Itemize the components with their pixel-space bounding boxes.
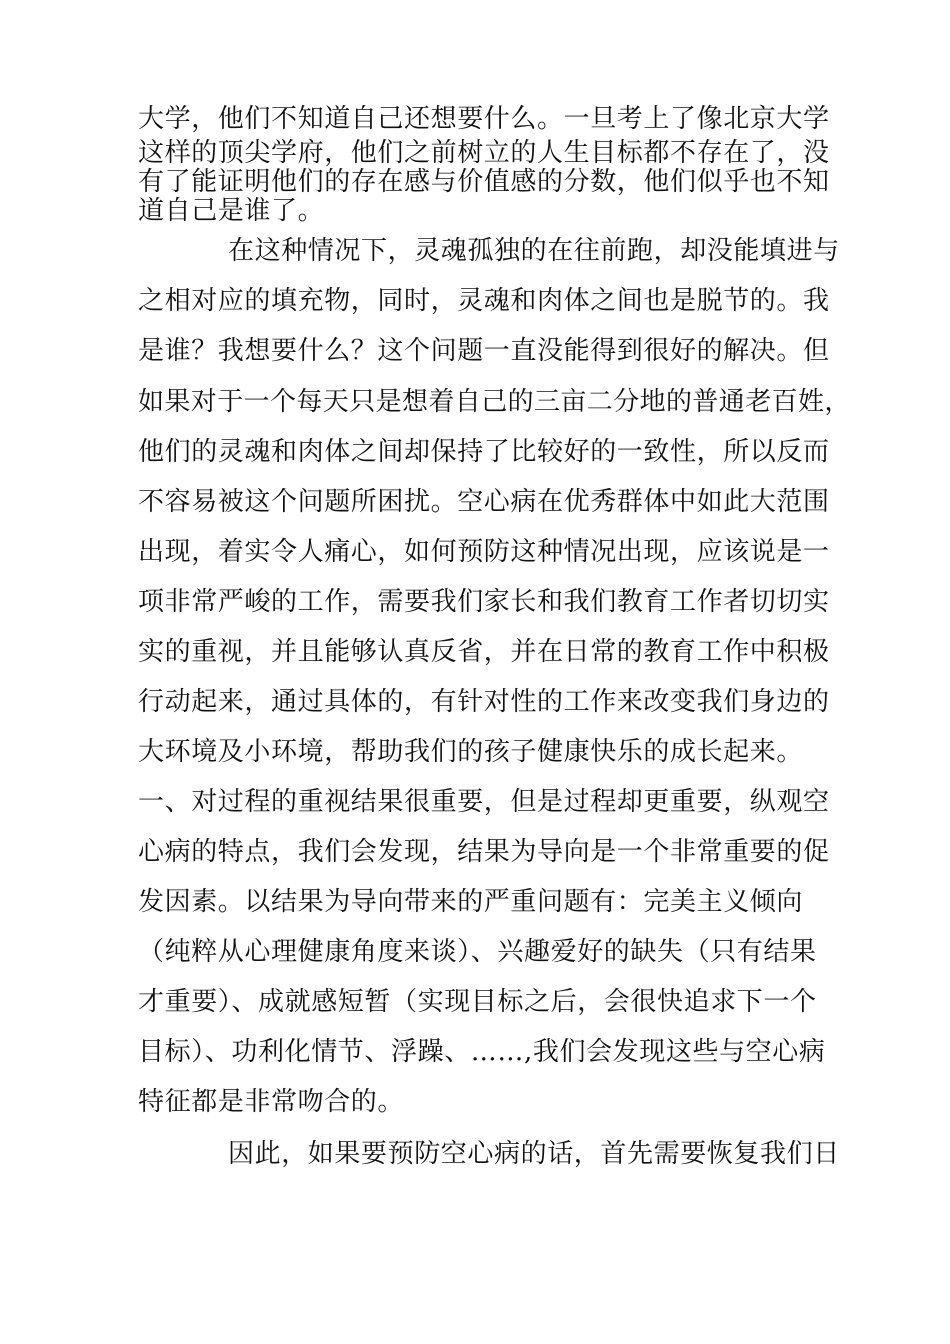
- text-line: 行动起来，通过具体的，有针对性的工作来改变我们身边的: [138, 687, 830, 717]
- text-line: 发因素。以结果为导向带来的严重问题有：完美主义倾向: [138, 887, 804, 917]
- text-line: （纯粹从心理健康角度来谈）、兴趣爱好的缺失（只有结果: [138, 937, 817, 967]
- text-line: 如果对于一个每天只是想着自己的三亩二分地的普通老百姓，: [138, 387, 851, 417]
- paragraph-first-line: 因此，如果要预防空心病的话，首先需要恢复我们日: [228, 1139, 840, 1169]
- text-line: 目标）、功利化情节、浮躁、……,我们会发现这些与空心病: [138, 1037, 826, 1067]
- text-line: 他们的灵魂和肉体之间却保持了比较好的一致性，所以反而: [138, 437, 830, 467]
- text-line: 大环境及小环境，帮助我们的孩子健康快乐的成长起来。: [138, 737, 804, 767]
- paragraph-first-line: 在这种情况下，灵魂孤独的在往前跑，却没能填进与: [228, 236, 840, 266]
- text-line: 道自己是谁了。: [138, 196, 325, 226]
- text-line: 这样的顶尖学府，他们之前树立的人生目标都不存在了，没: [138, 138, 830, 168]
- text-line: 特征都是非常吻合的。: [138, 1087, 405, 1117]
- text-line: 之相对应的填充物，同时，灵魂和肉体之间也是脱节的。我: [138, 286, 830, 316]
- text-line: 大学，他们不知道自己还想要什么。一旦考上了像北京大学: [138, 104, 830, 134]
- text-line: 有了能证明他们的存在感与价值感的分数，他们似乎也不知: [138, 167, 830, 197]
- text-line: 项非常严峻的工作，需要我们家长和我们教育工作者切切实: [138, 587, 830, 617]
- text-line: 实的重视，并且能够认真反省，并在日常的教育工作中积极: [138, 637, 830, 667]
- text-line: 心病的特点，我们会发现，结果为导向是一个非常重要的促: [138, 837, 830, 867]
- text-line: 出现，着实令人痛心，如何预防这种情况出现，应该说是一: [138, 537, 830, 567]
- section-heading-line: 一、对过程的重视结果很重要，但是过程却更重要，纵观空: [138, 787, 830, 817]
- text-line: 才重要）、成就感短暂（实现目标之后，会很快追求下一个: [138, 987, 817, 1017]
- text-line: 不容易被这个问题所困扰。空心病在优秀群体中如此大范围: [138, 487, 830, 517]
- text-line: 是谁？我想要什么？这个问题一直没能得到很好的解决。但: [138, 336, 830, 366]
